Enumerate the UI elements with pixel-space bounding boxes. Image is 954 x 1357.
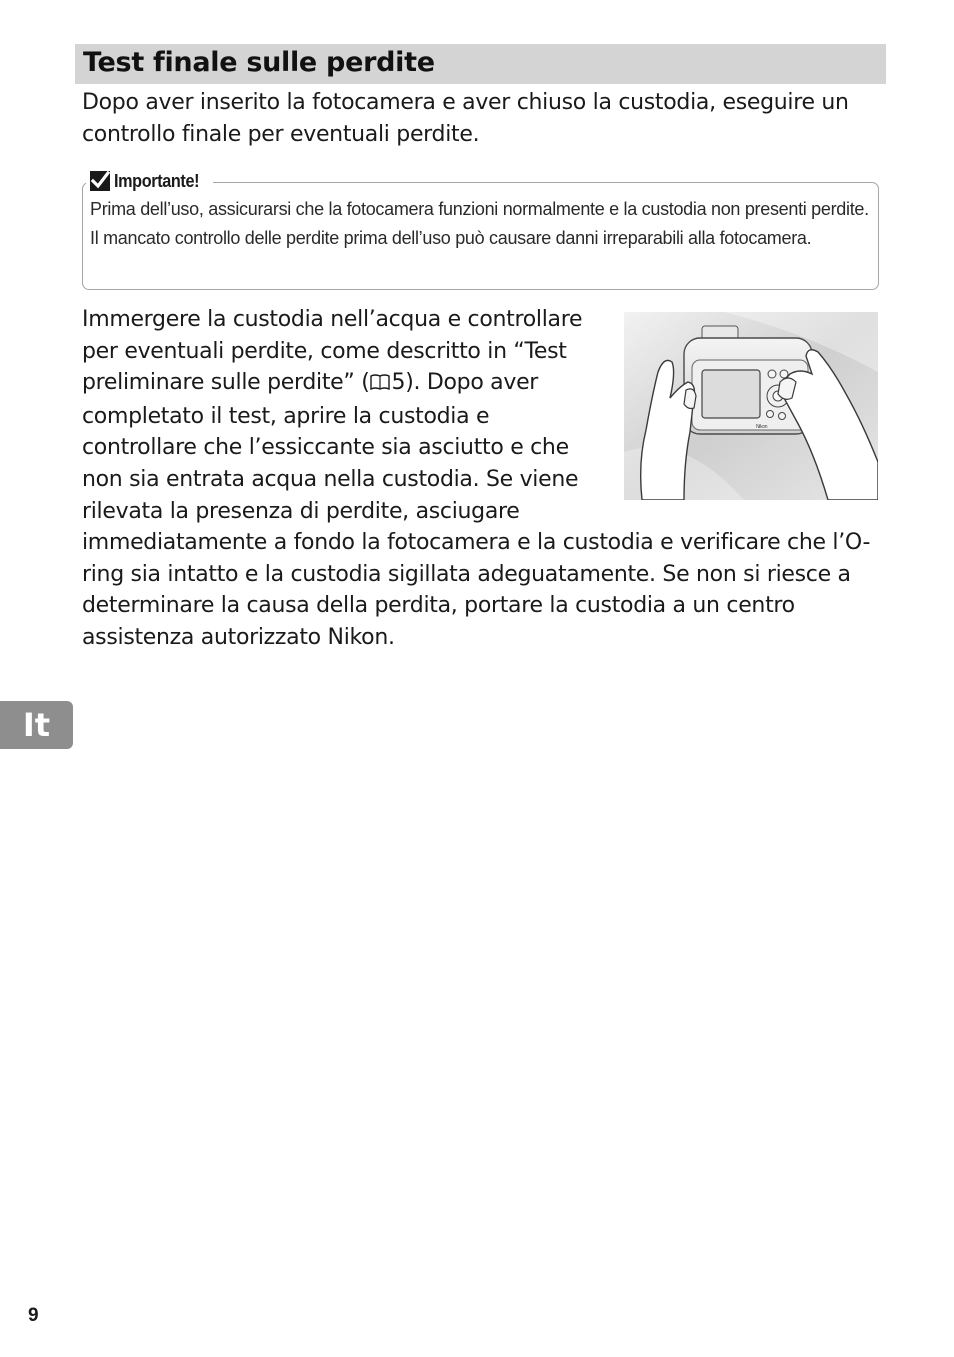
- language-tab-label: It: [22, 706, 51, 744]
- body-text-part-2: ). Dopo aver completato il test, aprire la custodia e controllare che l’essiccante sia asciutto e che non sia entrata acqua nella custodia. Se viene rilevata la presenza di perdite, asciugare immediatamente a fondo la fotocamera e la custodia e verificare che l’O-ring sia intatto e la custodia sigillata adeguatamente. Se non si riesce a determinare la causa della perdita, portare la custodia a un centro assistenza autorizzato Nikon.: [82, 370, 871, 650]
- book-reference-icon: [369, 369, 391, 401]
- page-number: 9: [28, 1305, 39, 1326]
- hands-holding-housing-image: [624, 312, 878, 500]
- intro-paragraph: Dopo aver inserito la fotocamera e aver chiuso la custodia, eseguire un controllo finale per eventuali perdite.: [82, 90, 849, 147]
- important-label: Importante!: [114, 170, 200, 191]
- checkmark-icon: [90, 171, 110, 191]
- body-text-part-1: Immergere la custodia nell’acqua e controllare per eventuali perdite, come descritto in “Test preliminare sulle perdite” (: [82, 307, 583, 396]
- camera-housing-illustration: [624, 312, 878, 500]
- nikon-brand-mark: Nikon: [756, 424, 768, 430]
- reference-page-number: 5: [391, 370, 406, 396]
- section-header: [75, 44, 886, 84]
- section-title: Test finale sulle perdite: [83, 47, 435, 78]
- language-tab: [0, 701, 73, 749]
- body-paragraph: [82, 304, 878, 654]
- important-notice-text: Prima dell’uso, assicurarsi che la fotocamera funzioni normalmente e la custodia non presenti perdite. Il mancato controllo delle perdite prima dell’uso può causare danni irreparabili alla fotocamera.: [90, 199, 869, 248]
- important-notice-header: [86, 170, 213, 192]
